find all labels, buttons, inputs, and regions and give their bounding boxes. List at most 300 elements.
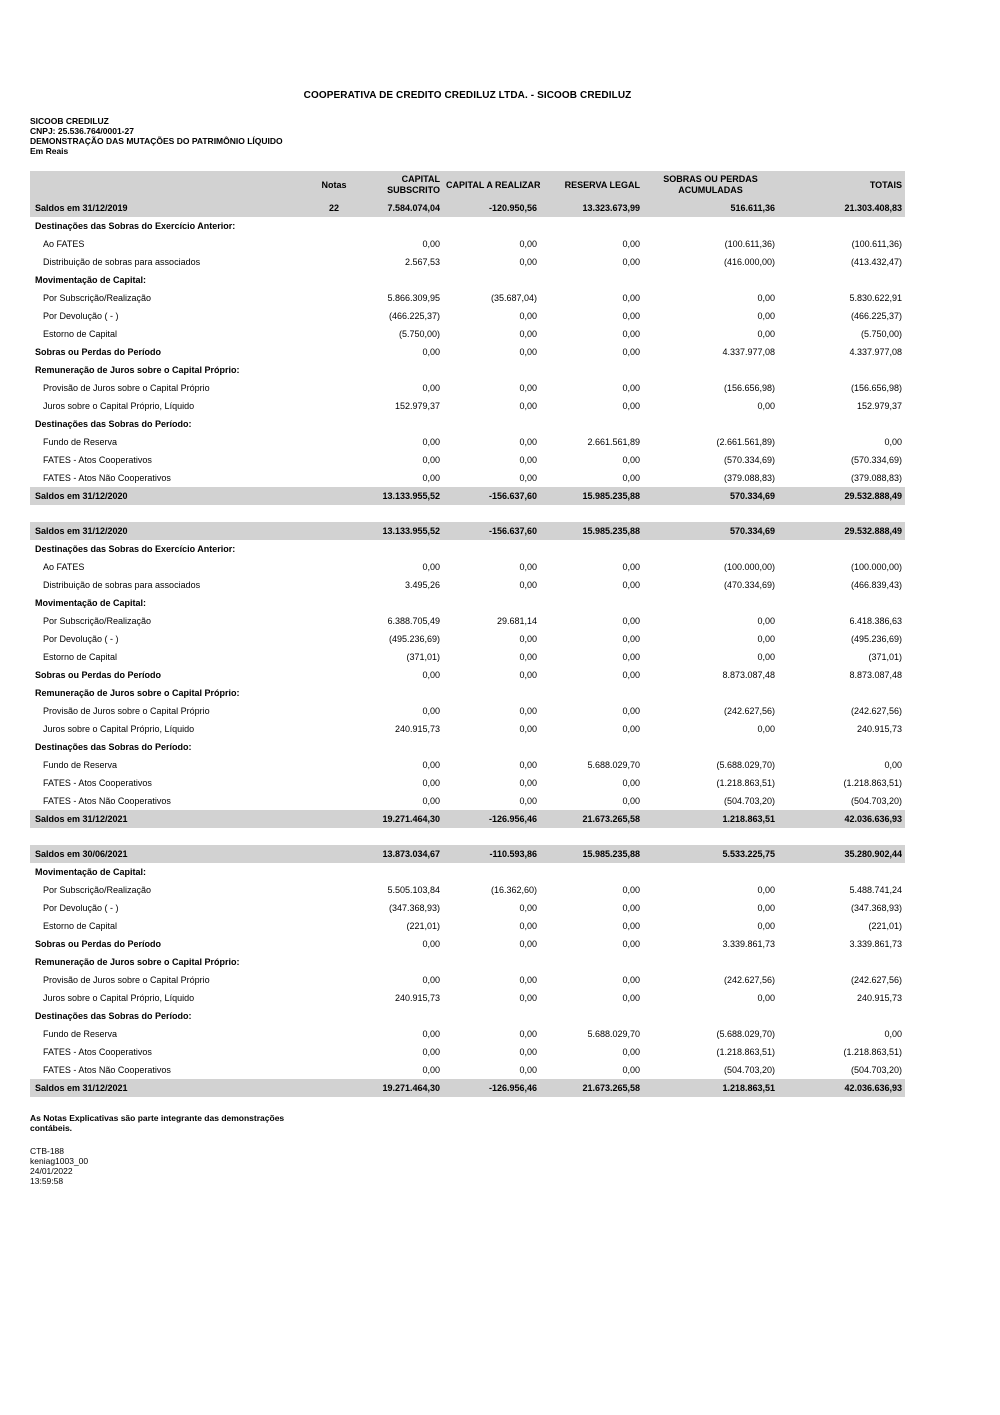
- cell-value: 0,00: [757, 885, 775, 895]
- cell-value: (156.656,98): [723, 383, 775, 393]
- cell-value: (100.611,36): [724, 239, 775, 249]
- cell-value: [778, 415, 905, 433]
- row-label: Saldos em 31/12/2019: [30, 199, 310, 217]
- row-label: FATES - Atos Cooperativos: [43, 778, 152, 788]
- table-row: [30, 917, 905, 935]
- cell-notas: [310, 1061, 358, 1079]
- table-row: [30, 433, 905, 451]
- row-label: Destinações das Sobras do Período:: [35, 419, 192, 429]
- table-row: [30, 271, 905, 289]
- cell-notas: [310, 738, 358, 756]
- cell-value: 29.681,14: [496, 616, 537, 626]
- cell-value: [358, 361, 443, 379]
- table-row: [30, 217, 905, 235]
- cell-value: [778, 863, 905, 881]
- cell-value: [443, 540, 540, 558]
- table-row: [30, 451, 905, 469]
- cell-notas: [310, 217, 358, 235]
- cell-value: [643, 594, 778, 612]
- cell-value: 0,00: [422, 796, 440, 806]
- cell-value: [778, 738, 905, 756]
- cell-notas: [310, 289, 358, 307]
- cell-value: (347.368,93): [388, 903, 440, 913]
- row-label: Estorno de Capital: [43, 329, 118, 339]
- cell-value: 0,00: [622, 993, 640, 1003]
- cell-value: 0,00: [622, 1065, 640, 1075]
- cell-value: 0,00: [519, 580, 537, 590]
- table-row: [30, 774, 905, 792]
- row-label: Saldos em 31/12/2020: [30, 522, 310, 540]
- cell-notas: [310, 415, 358, 433]
- cell-value: [778, 684, 905, 702]
- row-label: Ao FATES: [43, 239, 85, 249]
- cell-value: (5.688.029,70): [716, 760, 775, 770]
- cell-notas: [310, 325, 358, 343]
- cell-value: 5.505.103,84: [387, 885, 440, 895]
- report-meta: [30, 1146, 1000, 1186]
- cell-value: 0,00: [519, 239, 537, 249]
- row-label: Remuneração de Juros sobre o Capital Próprio:: [35, 957, 240, 967]
- row-label: Por Subscrição/Realização: [43, 616, 152, 626]
- cell-value: (221,01): [868, 921, 902, 931]
- table-row: [30, 397, 905, 415]
- cell-value: [778, 1007, 905, 1025]
- cell-value: 0,00: [422, 473, 440, 483]
- cell-value: 0,00: [422, 383, 440, 393]
- cell-value: 0,00: [622, 706, 640, 716]
- cell-value: (35.687,04): [490, 293, 537, 303]
- cell-value: [358, 540, 443, 558]
- cell-notas: [310, 522, 358, 540]
- table-row: [30, 289, 905, 307]
- cell-value: 0,00: [622, 670, 640, 680]
- cell-value: 0,00: [519, 1029, 537, 1039]
- row-label: Por Subscrição/Realização: [43, 885, 152, 895]
- cell-value: [643, 953, 778, 971]
- cell-value: (242.627,56): [850, 975, 902, 985]
- cell-notas: [310, 594, 358, 612]
- row-label: FATES - Atos Cooperativos: [43, 455, 152, 465]
- cell-value: [540, 953, 643, 971]
- cell-notas: [310, 863, 358, 881]
- cell-notas: [310, 433, 358, 451]
- cell-value: (100.000,00): [850, 562, 902, 572]
- cell-value: 5.866.309,95: [387, 293, 440, 303]
- row-label: Movimentação de Capital:: [35, 867, 147, 877]
- table-row: [30, 899, 905, 917]
- table-row: [30, 845, 905, 863]
- statement-title: DEMONSTRAÇÃO DAS MUTAÇÕES DO PATRIMÔNIO LÍQUIDO: [30, 136, 283, 146]
- table-row: [30, 720, 905, 738]
- cell-value: 0,00: [519, 257, 537, 267]
- cell-notas: [310, 271, 358, 289]
- cell-value: 0,00: [519, 562, 537, 572]
- cell-value: 0,00: [622, 347, 640, 357]
- table-row: [30, 235, 905, 253]
- cell-value: 0,00: [519, 634, 537, 644]
- row-label: Saldos em 31/12/2021: [30, 810, 310, 828]
- cell-value: [540, 361, 643, 379]
- table-row: [30, 558, 905, 576]
- row-label: Juros sobre o Capital Próprio, Líquido: [43, 993, 195, 1003]
- row-label: FATES - Atos Não Cooperativos: [43, 796, 171, 806]
- table-row: [30, 756, 905, 774]
- cell-value: 0,00: [519, 652, 537, 662]
- cell-value: [643, 271, 778, 289]
- cell-value: 13.323.673,99: [540, 199, 643, 217]
- cell-value: [643, 684, 778, 702]
- cell-value: [778, 217, 905, 235]
- cell-value: 0,00: [622, 796, 640, 806]
- cell-value: (371,01): [406, 652, 440, 662]
- table-row: [30, 594, 905, 612]
- table-row: [30, 415, 905, 433]
- row-label: Provisão de Juros sobre o Capital Próprio: [43, 975, 210, 985]
- row-label: Por Devolução ( - ): [43, 311, 119, 321]
- cell-value: 4.337.977,08: [722, 347, 775, 357]
- cell-value: 0,00: [519, 401, 537, 411]
- cell-value: (100.611,36): [851, 239, 902, 249]
- cell-value: [443, 594, 540, 612]
- cell-value: 152.979,37: [856, 401, 902, 411]
- cell-value: [443, 863, 540, 881]
- cell-value: 0,00: [757, 401, 775, 411]
- row-label: Sobras ou Perdas do Período: [35, 347, 162, 357]
- cell-notas: [310, 774, 358, 792]
- table-row: [30, 540, 905, 558]
- cell-notas: [310, 1025, 358, 1043]
- row-label: Estorno de Capital: [43, 921, 118, 931]
- cell-value: 0,00: [622, 885, 640, 895]
- cell-value: (347.368,93): [850, 903, 902, 913]
- cell-value: 0,00: [519, 437, 537, 447]
- cell-value: 570.334,69: [643, 522, 778, 540]
- table-row: [30, 935, 905, 953]
- cell-value: 19.271.464,30: [358, 810, 443, 828]
- cell-notas: [310, 953, 358, 971]
- row-label: Fundo de Reserva: [43, 760, 118, 770]
- cell-value: 0,00: [422, 778, 440, 788]
- cell-value: 0,00: [519, 1065, 537, 1075]
- row-label: Distribuição de sobras para associados: [43, 257, 201, 267]
- table-row: [30, 1025, 905, 1043]
- table-row: [30, 576, 905, 594]
- cell-value: 0,00: [622, 455, 640, 465]
- cell-value: (470.334,69): [723, 580, 775, 590]
- cell-value: 0,00: [622, 293, 640, 303]
- cell-value: [643, 1007, 778, 1025]
- cell-value: 21.673.265,58: [540, 1079, 643, 1097]
- table-row: [30, 522, 905, 540]
- cell-value: 3.339.861,73: [849, 939, 902, 949]
- cell-value: [643, 361, 778, 379]
- col-reserva-legal: RESERVA LEGAL: [540, 171, 643, 199]
- cell-value: 0,00: [884, 1029, 902, 1039]
- row-label: Ao FATES: [43, 562, 85, 572]
- cell-value: 19.271.464,30: [358, 1079, 443, 1097]
- cell-value: 0,00: [622, 473, 640, 483]
- cell-value: [443, 217, 540, 235]
- cell-value: (466.839,43): [850, 580, 902, 590]
- header-row: [30, 171, 905, 199]
- cell-value: 0,00: [519, 329, 537, 339]
- cell-value: 1.218.863,51: [643, 1079, 778, 1097]
- cell-notas: [310, 899, 358, 917]
- cell-value: 0,00: [622, 401, 640, 411]
- cell-value: [358, 271, 443, 289]
- cell-value: [443, 684, 540, 702]
- cell-value: [358, 863, 443, 881]
- explanatory-note: [30, 1113, 1000, 1133]
- cell-value: -156.637,60: [443, 522, 540, 540]
- cell-value: 0,00: [884, 437, 902, 447]
- cell-value: 13.133.955,52: [358, 487, 443, 505]
- cell-value: 0,00: [622, 921, 640, 931]
- cell-notas: [310, 397, 358, 415]
- col-capital-subscrito: CAPITAL SUBSCRITO: [358, 171, 443, 199]
- row-label: Destinações das Sobras do Período:: [35, 1011, 192, 1021]
- cell-value: 0,00: [519, 706, 537, 716]
- cell-value: -156.637,60: [443, 487, 540, 505]
- cell-notas: [310, 1007, 358, 1025]
- col-sobras-ou-perdas: SOBRAS OU PERDAS ACUMULADAS: [643, 171, 778, 199]
- cell-value: (495.236,69): [850, 634, 902, 644]
- cell-value: [358, 953, 443, 971]
- cell-value: 8.873.087,48: [849, 670, 902, 680]
- cell-value: 0,00: [757, 293, 775, 303]
- cell-value: (504.703,20): [723, 1065, 775, 1075]
- table-row: [30, 971, 905, 989]
- cell-value: 240.915,73: [394, 993, 440, 1003]
- table-row: [30, 253, 905, 271]
- cell-value: (416.000,00): [723, 257, 775, 267]
- cell-value: (1.218.863,51): [716, 1047, 775, 1057]
- table-row: [30, 1079, 905, 1097]
- cell-value: [778, 540, 905, 558]
- cell-value: 0,00: [519, 778, 537, 788]
- cell-value: -126.956,46: [443, 810, 540, 828]
- cell-value: 0,00: [422, 437, 440, 447]
- equity-table-section-1: [30, 171, 905, 505]
- cell-notas: [310, 1043, 358, 1061]
- table-row: [30, 1007, 905, 1025]
- row-label: FATES - Atos Não Cooperativos: [43, 473, 171, 483]
- row-label: Distribuição de sobras para associados: [43, 580, 201, 590]
- cell-value: 0,00: [622, 383, 640, 393]
- cell-value: 29.532.888,49: [778, 487, 905, 505]
- cell-notas: [310, 343, 358, 361]
- col-row-label: [30, 171, 310, 199]
- cell-value: (242.627,56): [850, 706, 902, 716]
- cell-value: (466.225,37): [850, 311, 902, 321]
- cell-notas: [310, 540, 358, 558]
- col-capital-a-realizar: CAPITAL A REALIZAR: [443, 171, 540, 199]
- cell-notas: [310, 935, 358, 953]
- cell-notas: [310, 558, 358, 576]
- cell-value: [358, 594, 443, 612]
- cell-value: 2.567,53: [404, 257, 440, 267]
- cell-value: (570.334,69): [850, 455, 902, 465]
- cell-value: 0,00: [519, 473, 537, 483]
- cell-notas: [310, 379, 358, 397]
- row-label: Fundo de Reserva: [43, 1029, 118, 1039]
- row-label: FATES - Atos Cooperativos: [43, 1047, 152, 1057]
- cell-value: 152.979,37: [394, 401, 440, 411]
- row-label: Remuneração de Juros sobre o Capital Próprio:: [35, 365, 240, 375]
- explanatory-note-line: contábeis.: [30, 1123, 73, 1133]
- cell-value: (413.432,47): [850, 257, 902, 267]
- cell-value: (221,01): [406, 921, 440, 931]
- table-row: [30, 343, 905, 361]
- cell-value: [540, 594, 643, 612]
- cell-value: 0,00: [422, 706, 440, 716]
- cell-value: 0,00: [757, 311, 775, 321]
- cell-value: 13.133.955,52: [358, 522, 443, 540]
- cell-notas: [310, 702, 358, 720]
- cell-value: 0,00: [422, 760, 440, 770]
- report-date: 24/01/2022: [30, 1166, 73, 1176]
- cell-notas: [310, 917, 358, 935]
- cell-value: [358, 217, 443, 235]
- cell-value: 4.337.977,08: [849, 347, 902, 357]
- cell-notas: [310, 648, 358, 666]
- explanatory-note-line: As Notas Explicativas são parte integrante das demonstrações: [30, 1113, 285, 1123]
- col-totais: TOTAIS: [778, 171, 905, 199]
- cell-value: 0,00: [519, 903, 537, 913]
- cell-value: (242.627,56): [723, 706, 775, 716]
- cell-value: [358, 1007, 443, 1025]
- cell-value: 0,00: [519, 921, 537, 931]
- report-user: keniag1003_00: [30, 1156, 89, 1166]
- table-row: [30, 325, 905, 343]
- table-row: [30, 702, 905, 720]
- table-row: [30, 953, 905, 971]
- cell-value: (100.000,00): [723, 562, 775, 572]
- cell-value: [540, 684, 643, 702]
- cell-value: (2.661.561,89): [716, 437, 775, 447]
- cell-notas: [310, 792, 358, 810]
- cell-value: 0,00: [519, 383, 537, 393]
- cell-notas: 22: [310, 199, 358, 217]
- cell-value: [643, 738, 778, 756]
- cell-notas: [310, 307, 358, 325]
- cell-value: 0,00: [519, 455, 537, 465]
- cell-value: (504.703,20): [850, 1065, 902, 1075]
- cell-value: 0,00: [622, 239, 640, 249]
- cell-notas: [310, 612, 358, 630]
- cell-notas: [310, 720, 358, 738]
- cell-value: 0,00: [757, 993, 775, 1003]
- row-label: Destinações das Sobras do Exercício Anterior:: [35, 544, 236, 554]
- row-label: Saldos em 31/12/2020: [30, 487, 310, 505]
- cell-value: 0,00: [757, 652, 775, 662]
- table-row: [30, 989, 905, 1007]
- cell-value: 35.280.902,44: [778, 845, 905, 863]
- cell-value: 0,00: [519, 311, 537, 321]
- cell-value: 3.495,26: [404, 580, 440, 590]
- cell-value: [778, 953, 905, 971]
- cell-value: 0,00: [422, 1029, 440, 1039]
- row-label: Estorno de Capital: [43, 652, 118, 662]
- cell-value: (371,01): [868, 652, 902, 662]
- cell-value: 42.036.636,93: [778, 810, 905, 828]
- cell-value: 5.688.029,70: [587, 760, 640, 770]
- cell-value: [540, 1007, 643, 1025]
- cell-value: 0,00: [757, 724, 775, 734]
- cell-value: 0,00: [519, 347, 537, 357]
- cell-value: 29.532.888,49: [778, 522, 905, 540]
- cell-value: [643, 540, 778, 558]
- table-row: [30, 881, 905, 899]
- cell-value: [540, 863, 643, 881]
- row-label: Movimentação de Capital:: [35, 275, 147, 285]
- cell-value: 0,00: [422, 670, 440, 680]
- entity-name: SICOOB CREDILUZ: [30, 116, 109, 126]
- cell-notas: [310, 756, 358, 774]
- row-label: Provisão de Juros sobre o Capital Próprio: [43, 383, 210, 393]
- cell-notas: [310, 989, 358, 1007]
- table-row: [30, 379, 905, 397]
- report-time: 13:59:58: [30, 1176, 64, 1186]
- cell-notas: [310, 487, 358, 505]
- table-row: [30, 361, 905, 379]
- cell-value: 15.985.235,88: [540, 845, 643, 863]
- row-label: Destinações das Sobras do Período:: [35, 742, 192, 752]
- cell-value: (1.218.863,51): [716, 778, 775, 788]
- cell-value: [443, 738, 540, 756]
- cell-value: 3.339.861,73: [722, 939, 775, 949]
- cell-notas: [310, 576, 358, 594]
- cell-value: [643, 415, 778, 433]
- row-label: Saldos em 30/06/2021: [30, 845, 310, 863]
- row-label: Movimentação de Capital:: [35, 598, 147, 608]
- cell-value: 0,00: [422, 1065, 440, 1075]
- cell-value: 240.915,73: [856, 724, 902, 734]
- cell-value: (379.088,83): [723, 473, 775, 483]
- cell-value: (504.703,20): [850, 796, 902, 806]
- row-label: Juros sobre o Capital Próprio, Líquido: [43, 401, 195, 411]
- cell-value: (1.218.863,51): [843, 1047, 902, 1057]
- cell-value: [358, 738, 443, 756]
- row-label: Juros sobre o Capital Próprio, Líquido: [43, 724, 195, 734]
- report-code: CTB-188: [30, 1146, 65, 1156]
- cell-value: (379.088,83): [850, 473, 902, 483]
- row-label: FATES - Atos Não Cooperativos: [43, 1065, 171, 1075]
- table-section-body-1: [30, 199, 905, 505]
- table-row: [30, 684, 905, 702]
- cell-value: 0,00: [519, 1047, 537, 1057]
- cell-value: 0,00: [622, 903, 640, 913]
- cell-notas: [310, 253, 358, 271]
- cell-value: [643, 863, 778, 881]
- cell-value: [540, 540, 643, 558]
- row-label: Sobras ou Perdas do Período: [35, 939, 162, 949]
- cell-value: [540, 738, 643, 756]
- cell-value: 0,00: [622, 634, 640, 644]
- cell-notas: [310, 451, 358, 469]
- table-row: [30, 863, 905, 881]
- row-label: Por Devolução ( - ): [43, 903, 119, 913]
- document-title: COOPERATIVA DE CREDITO CREDILUZ LTDA. - SICOOB CREDILUZ: [303, 90, 632, 101]
- cell-value: 6.418.386,63: [849, 616, 902, 626]
- cell-value: 0,00: [757, 903, 775, 913]
- cell-value: 0,00: [519, 670, 537, 680]
- cell-value: 6.388.705,49: [387, 616, 440, 626]
- cell-value: 0,00: [519, 724, 537, 734]
- cell-notas: [310, 810, 358, 828]
- cell-value: 0,00: [519, 760, 537, 770]
- row-label: Fundo de Reserva: [43, 437, 118, 447]
